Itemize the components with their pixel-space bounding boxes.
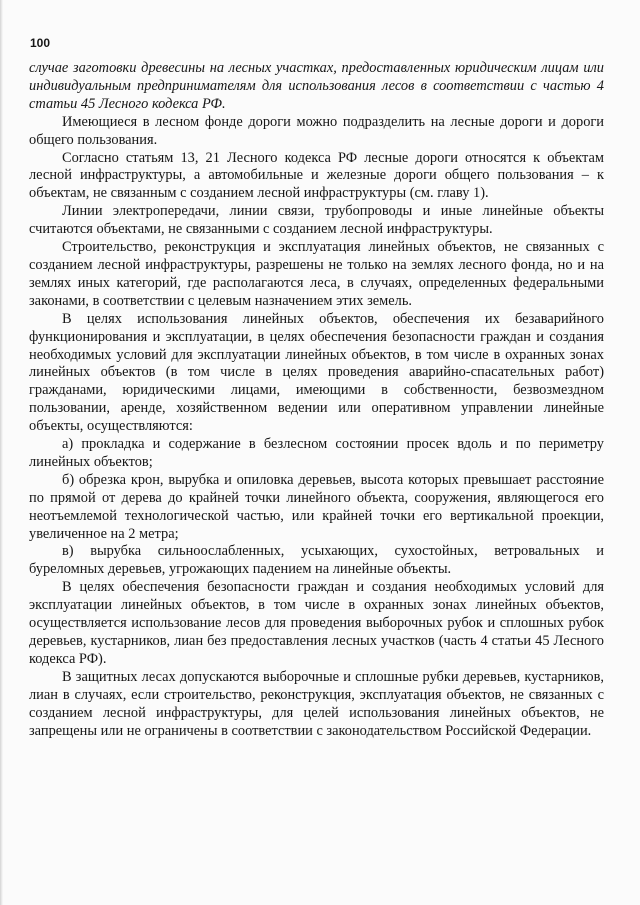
scan-edge: [0, 0, 3, 905]
paragraph: Имеющиеся в лесном фонде дороги можно подразделить на лесные дороги и дороги общего пользования.: [29, 113, 604, 148]
list-item-c: в) вырубка сильноослабленных, усыхающих, сухостойных, ветровальных и буреломных деревьев, угрожающих падением на линейные объекты.: [29, 543, 604, 578]
paragraph: Линии электропередачи, линии связи, трубопроводы и иные линейные объекты считаются объектами, не связанными с созданием лесной инфраструктуры.: [29, 203, 604, 238]
paragraph: Строительство, реконструкция и эксплуатация линейных объектов, не связанных с созданием лесной инфраструктуры, разрешены не только на землях лесного фонда, но и на землях иных категорий, где располагаются леса, в случаях, определенных федеральными законами, в соответствии с целевым назначением этих земель.: [29, 239, 604, 309]
page-number: 100: [30, 36, 51, 50]
paragraph: В защитных лесах допускаются выборочные и сплошные рубки деревьев, кустарников, лиан в случаях, если строительство, реконструкция, эксплуатация объектов, не связанных с созданием лесной инфраструктуры, для целей использования линейных объектов, не запрещены или не ограничены в соответствии с законодательством Российской Федерации.: [29, 668, 604, 739]
paragraph-continued-italic: случае заготовки древесины на лесных участках, предоставленных юридическим лицам или индивидуальным предпринимателям для использования лесов в соответствии с частью 4 статьи 45 Лесного кодекса РФ.: [29, 60, 604, 112]
list-item-a: а) прокладка и содержание в безлесном состоянии просек вдоль и по периметру линейных объектов;: [29, 436, 604, 470]
list-item-b: б) обрезка крон, вырубка и опиловка деревьев, высота которых превышает расстояние по прямой от дерева до крайней точки линейного объекта, сооружения, являющегося его неотъемлемой технологической частью, или крайней точки его вертикальной проекции, увеличенное на 2 метра;: [29, 471, 604, 542]
page-body: [29, 60, 604, 740]
paragraph: Согласно статьям 13, 21 Лесного кодекса РФ лесные дороги относятся к объектам лесной инфраструктуры, а автомобильные и железные дороги общего пользования – к объектам, не связанным с созданием лесной инфраструктуры (см. главу 1).: [29, 149, 604, 202]
paragraph: В целях обеспечения безопасности граждан и создания необходимых условий для эксплуатации линейных объектов, в том числе в охранных зонах линейных объектов, осуществляется использование лесов для проведения выборочных рубок и сплошных рубок деревьев, кустарников, лиан без предоставления лесных участков (часть 4 статьи 45 Лесного кодекса РФ).: [29, 579, 604, 667]
paragraph: В целях использования линейных объектов, обеспечения их безаварийного функционирования и эксплуатации, в целях обеспечения безопасности граждан и создания необходимых условий для эксплуатации линейных объектов, в том числе в охранных зонах линейных объектов (в том числе в целях проведения аварийно-спасательных работ) гражданами, юридическими лицами, имеющими в собственности, безвозмездном пользовании, аренде, хозяйственном ведении или оперативном управлении линейные объекты, осуществляются:: [29, 310, 604, 435]
